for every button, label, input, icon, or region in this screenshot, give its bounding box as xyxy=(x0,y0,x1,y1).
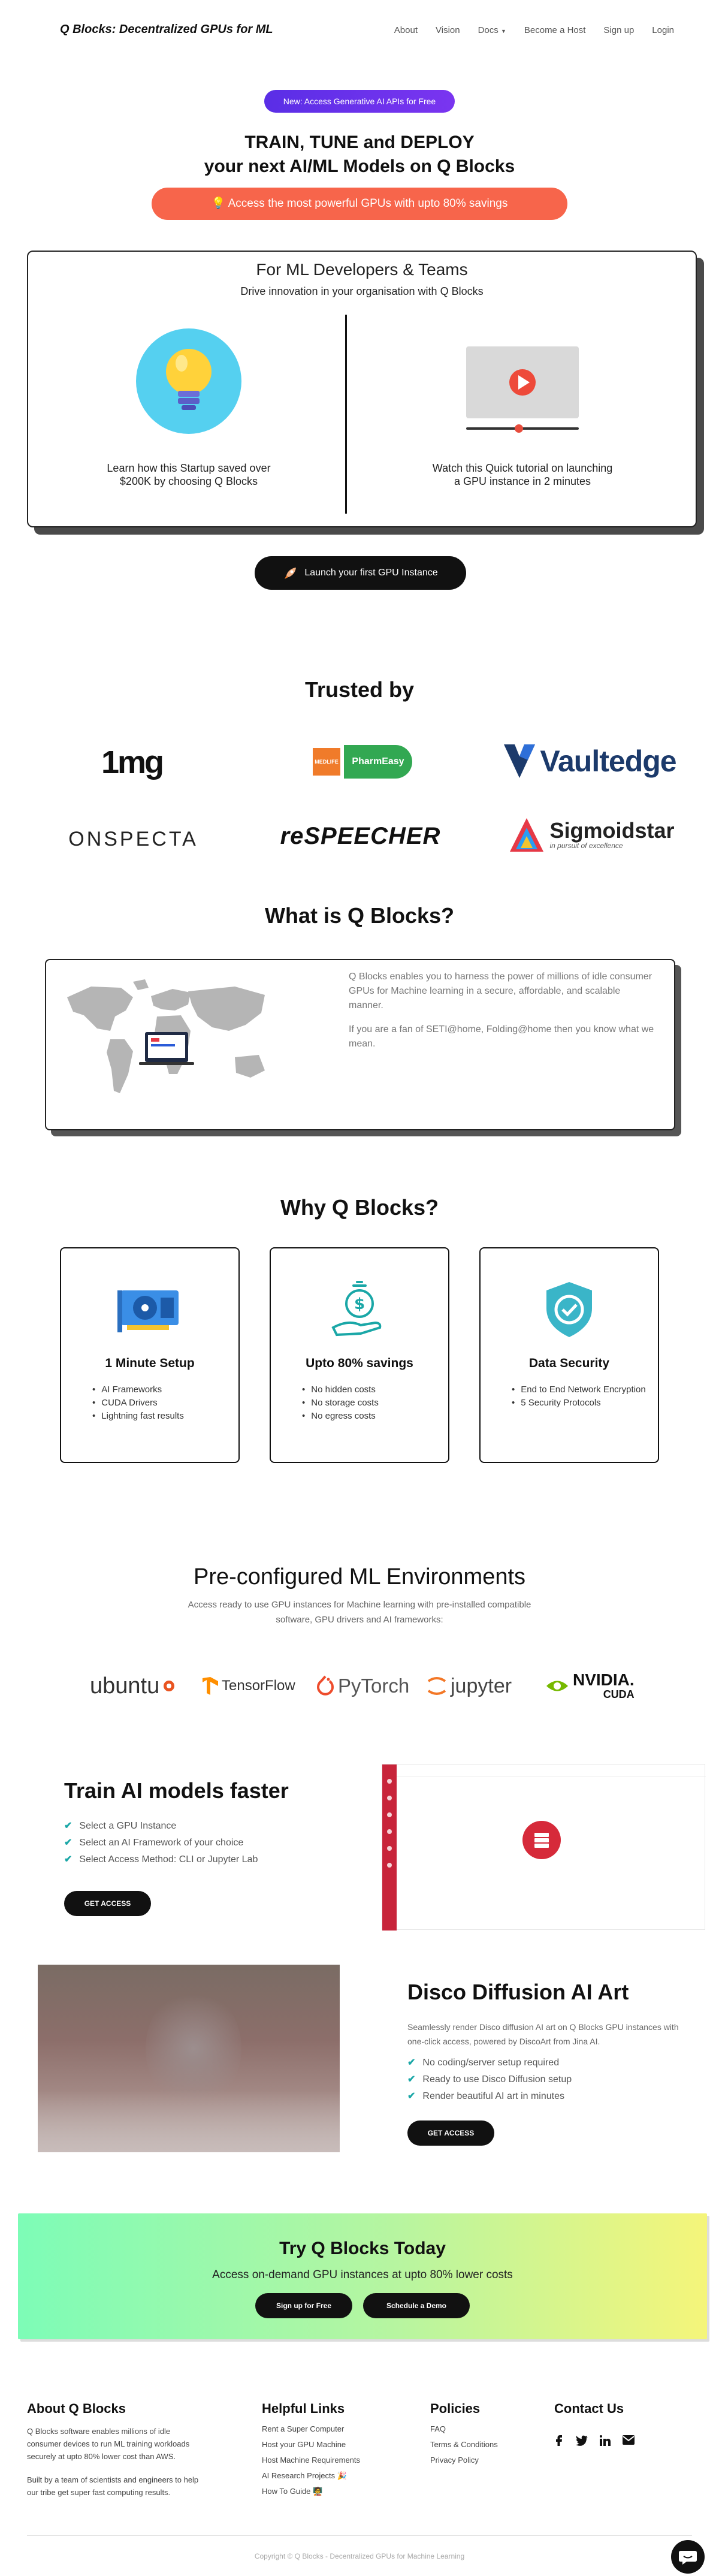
env-logos-row xyxy=(84,1665,635,1707)
nvidia-text: NVIDIA. xyxy=(573,1670,635,1689)
train-checklist xyxy=(64,1818,258,1868)
footer-policies-heading: Policies xyxy=(430,2401,481,2416)
sidebar-dot-icon xyxy=(387,1796,392,1800)
disco-get-access-button[interactable]: GET ACCESS xyxy=(407,2120,494,2146)
why-list-item: • AI Frameworks xyxy=(92,1383,230,1396)
tensorflow-icon xyxy=(203,1677,218,1695)
top-navbar xyxy=(0,0,719,60)
logo-tensorflow xyxy=(203,1665,295,1707)
check-icon: ✔ xyxy=(407,2091,416,2101)
logo-ubuntu xyxy=(90,1665,175,1707)
video-progress-knob[interactable] xyxy=(515,424,523,433)
sidebar-dot-icon xyxy=(387,1812,392,1817)
signup-free-button[interactable]: Sign up for Free xyxy=(255,2293,352,2318)
footer-about-p2: Built by a team of scientists and engineers to help our tribe get super fast computing results. xyxy=(27,2475,199,2497)
svg-text:$: $ xyxy=(354,1295,365,1313)
disco-check-item xyxy=(407,2055,572,2071)
twitter-icon[interactable] xyxy=(576,2435,588,2446)
launch-gpu-instance-button[interactable] xyxy=(255,556,466,590)
tutorial-line2: a GPU instance in 2 minutes xyxy=(454,475,591,487)
sidebar-dot-icon xyxy=(387,1779,392,1784)
why-list-item: • No egress costs xyxy=(302,1410,440,1423)
vaultedge-text: Vaultedge xyxy=(540,744,676,778)
dashboard-screenshot xyxy=(382,1764,705,1930)
disco-diffusion-artwork xyxy=(38,1965,340,2152)
pharmeasy-mark: PharmEasy xyxy=(344,745,412,779)
pytorch-text: PyTorch xyxy=(338,1675,410,1697)
brand-logo-text[interactable]: Q Blocks: Decentralized GPUs for ML xyxy=(60,23,273,36)
what-is-text xyxy=(349,970,654,1061)
nav-signup[interactable]: Sign up xyxy=(603,25,635,35)
nav-about[interactable]: About xyxy=(394,25,418,35)
disco-check-text: No coding/server setup required xyxy=(422,2058,560,2068)
footer-link[interactable]: Host Machine Requirements xyxy=(262,2456,361,2465)
logo-pytorch xyxy=(316,1665,409,1707)
ml-developers-card xyxy=(27,251,697,527)
nav-login[interactable]: Login xyxy=(652,25,674,35)
logo-jupyter xyxy=(427,1665,512,1707)
chevron-down-icon: ▼ xyxy=(500,28,506,34)
sidebar-dot-icon xyxy=(387,1846,392,1851)
what-is-heading: What is Q Blocks? xyxy=(264,903,455,928)
footer-links-heading: Helpful Links xyxy=(262,2401,345,2416)
why-card-list xyxy=(92,1383,230,1423)
train-check-item xyxy=(64,1835,258,1851)
why-card-title: Upto 80% savings xyxy=(306,1356,413,1370)
disco-check-item xyxy=(407,2088,572,2105)
social-icons xyxy=(554,2435,635,2446)
footer-policy-link[interactable]: Privacy Policy xyxy=(430,2456,479,2465)
what-is-card xyxy=(45,959,675,1130)
pytorch-icon xyxy=(316,1675,334,1697)
why-list-item: • End to End Network Encryption xyxy=(512,1383,649,1396)
nvidia-text-wrap xyxy=(573,1672,635,1701)
check-icon: ✔ xyxy=(64,1838,72,1848)
dashboard-sidebar xyxy=(382,1764,397,1931)
train-check-text: Select an AI Framework of your choice xyxy=(79,1838,244,1848)
ubuntu-icon xyxy=(163,1680,175,1692)
train-check-text: Select a GPU Instance xyxy=(79,1821,177,1831)
lightbulb-icon: 💡 xyxy=(211,197,226,210)
why-card-list xyxy=(512,1383,649,1410)
hero-title-line2: your next AI/ML Models on Q Blocks xyxy=(204,156,515,176)
startup-story-link[interactable] xyxy=(88,461,289,488)
chat-widget-button[interactable] xyxy=(671,2540,705,2574)
logo-sigmoidstar xyxy=(506,814,677,856)
why-card-setup xyxy=(60,1247,240,1463)
footer-link[interactable]: AI Research Projects 🎉 xyxy=(262,2471,347,2480)
world-map-illustration xyxy=(55,973,277,1105)
linkedin-icon[interactable] xyxy=(600,2435,611,2446)
dev-card-subtitle: Drive innovation in your organisation with Q Blocks xyxy=(240,285,484,297)
logo-medlife-pharmeasy xyxy=(312,743,413,780)
nav-docs-label: Docs xyxy=(478,25,499,35)
footer-link[interactable]: Host your GPU Machine xyxy=(262,2440,346,2449)
medlife-mark: MEDLIFE xyxy=(313,748,340,776)
sigmoidstar-mark-icon xyxy=(509,817,545,853)
trusted-heading: Trusted by xyxy=(304,677,415,702)
footer-policy-link[interactable]: Terms & Conditions xyxy=(430,2440,498,2449)
copyright-text: Copyright © Q Blocks - Decentralized GPUs for Machine Learning xyxy=(254,2552,465,2560)
nvidia-eye-icon xyxy=(545,1677,569,1695)
dev-card-title: For ML Developers & Teams xyxy=(256,260,468,279)
card-divider xyxy=(345,315,347,514)
why-list-item: • No hidden costs xyxy=(302,1383,440,1396)
schedule-demo-button[interactable]: Schedule a Demo xyxy=(363,2293,470,2318)
ubuntu-text: ubuntu xyxy=(90,1673,160,1699)
logo-respeecher: reSPEECHER xyxy=(280,823,441,849)
env-subtitle: Access ready to use GPU instances for Machine learning with pre-installed compatible software, GPU drivers and AI frameworks: xyxy=(188,1600,531,1625)
jupyter-icon xyxy=(427,1675,447,1697)
disco-check-item xyxy=(407,2071,572,2088)
nav-become-host[interactable]: Become a Host xyxy=(524,25,586,35)
train-get-access-button[interactable]: GET ACCESS xyxy=(64,1891,151,1916)
disco-checklist xyxy=(407,2055,572,2105)
why-card-security xyxy=(479,1247,659,1463)
footer-about-text xyxy=(27,2425,201,2499)
startup-story-line2: $200K by choosing Q Blocks xyxy=(119,475,258,487)
why-card-title: Data Security xyxy=(528,1356,610,1370)
vaultedge-mark-icon xyxy=(504,744,535,778)
logo-1mg: 1mg xyxy=(101,744,163,780)
tutorial-line1: Watch this Quick tutorial on launching xyxy=(432,462,613,474)
new-feature-badge[interactable]: New: Access Generative AI APIs for Free xyxy=(264,90,455,113)
why-card-title: 1 Minute Setup xyxy=(105,1356,195,1370)
env-heading: Pre-configured ML Environments xyxy=(193,1564,526,1589)
lightbulb-icon xyxy=(136,328,241,434)
footer-links-list xyxy=(262,2421,360,2499)
disco-heading: Disco Diffusion AI Art xyxy=(407,1980,629,2004)
check-icon: ✔ xyxy=(64,1821,72,1831)
cuda-text: CUDA xyxy=(603,1688,635,1700)
check-icon: ✔ xyxy=(407,2074,416,2085)
check-icon: ✔ xyxy=(64,1854,72,1865)
disco-check-text: Ready to use Disco Diffusion setup xyxy=(422,2074,572,2085)
rocket-icon xyxy=(283,565,298,581)
hero-title xyxy=(0,131,719,179)
try-subtitle: Access on-demand GPU instances at upto 80% lower costs xyxy=(212,2269,513,2281)
what-is-paragraph-2: If you are a fan of SETI@home, Folding@home then you know what we mean. xyxy=(349,1024,654,1049)
gpu-card-icon xyxy=(115,1280,185,1340)
footer-about-p1: Q Blocks software enables millions of idle consumer devices to run ML training workloads securely at upto 80% lower cost than AWS. xyxy=(27,2427,190,2461)
why-list-item: • CUDA Drivers xyxy=(92,1396,230,1410)
footer-link[interactable]: How To Guide 🧑‍🏫 xyxy=(262,2487,323,2496)
chat-icon xyxy=(671,2540,705,2574)
launch-button-label: Launch your first GPU Instance xyxy=(304,568,438,578)
jupyter-text: jupyter xyxy=(451,1674,512,1697)
train-heading: Train AI models faster xyxy=(64,1778,289,1803)
footer-policy-link[interactable]: FAQ xyxy=(430,2424,446,2433)
train-check-text: Select Access Method: CLI or Jupyter Lab xyxy=(79,1854,258,1865)
sidebar-dot-icon xyxy=(387,1863,392,1868)
hero-cta-label: Access the most powerful GPUs with upto 80% savings xyxy=(228,197,508,210)
server-icon xyxy=(522,1821,561,1859)
lightbulb-illustration[interactable] xyxy=(136,328,241,434)
footer-policies-list xyxy=(430,2421,498,2468)
hero-cta-button[interactable] xyxy=(152,188,567,220)
why-list-item: • No storage costs xyxy=(302,1396,440,1410)
try-heading: Try Q Blocks Today xyxy=(279,2239,446,2258)
footer-divider xyxy=(27,2535,692,2536)
email-icon[interactable] xyxy=(623,2435,635,2445)
train-check-item xyxy=(64,1818,258,1835)
footer-contact-heading: Contact Us xyxy=(554,2401,624,2416)
shield-check-icon xyxy=(534,1280,604,1340)
nav-vision[interactable]: Vision xyxy=(436,25,460,35)
disco-check-text: Render beautiful AI art in minutes xyxy=(422,2091,564,2101)
why-card-savings xyxy=(270,1247,449,1463)
train-check-item xyxy=(64,1851,258,1868)
what-is-paragraph-1: Q Blocks enables you to harness the power of millions of idle consumer GPUs for Machine learning in a secure, affordable, and scalable manner. xyxy=(349,972,652,1011)
nav-docs-dropdown[interactable] xyxy=(478,25,506,35)
why-card-list xyxy=(302,1383,440,1423)
dashboard-logo-circle xyxy=(522,1821,561,1859)
facebook-icon[interactable] xyxy=(554,2435,564,2446)
play-icon xyxy=(466,346,579,418)
tensorflow-text: TensorFlow xyxy=(222,1678,295,1694)
why-heading: Why Q Blocks? xyxy=(280,1195,439,1220)
hero-title-line1: TRAIN, TUNE and DEPLOY xyxy=(244,132,475,152)
logo-vaultedge xyxy=(494,740,686,782)
video-player-thumbnail[interactable] xyxy=(466,346,579,418)
disco-subtitle: Seamlessly render Disco diffusion AI art on Q Blocks GPU instances with one-click access, powered by DiscoArt from Jina AI. xyxy=(407,2022,679,2046)
savings-hand-icon xyxy=(325,1280,394,1340)
tutorial-link[interactable] xyxy=(412,461,633,488)
try-qblocks-banner xyxy=(18,2213,707,2339)
check-icon: ✔ xyxy=(407,2058,416,2068)
dashboard-topbar xyxy=(397,1764,706,1776)
sidebar-dot-icon xyxy=(387,1829,392,1834)
sigmoidstar-text: Sigmoidstar xyxy=(549,818,675,843)
sigmoidstar-text-wrap xyxy=(549,820,674,850)
startup-story-line1: Learn how this Startup saved over xyxy=(107,462,271,474)
sigmoidstar-tagline: in pursuit of excellence xyxy=(549,841,623,850)
artwork-fade xyxy=(38,2091,340,2152)
medlife-pharmeasy-wrap xyxy=(313,743,412,780)
nav-links xyxy=(394,25,674,35)
why-list-item: • Lightning fast results xyxy=(92,1410,230,1423)
footer-link[interactable]: Rent a Super Computer xyxy=(262,2424,345,2433)
logo-nvidia-cuda xyxy=(545,1665,635,1707)
footer-about-heading: About Q Blocks xyxy=(27,2401,126,2416)
logo-onspecta: ONSPECTA xyxy=(68,827,198,850)
why-list-item: • 5 Security Protocols xyxy=(512,1396,649,1410)
